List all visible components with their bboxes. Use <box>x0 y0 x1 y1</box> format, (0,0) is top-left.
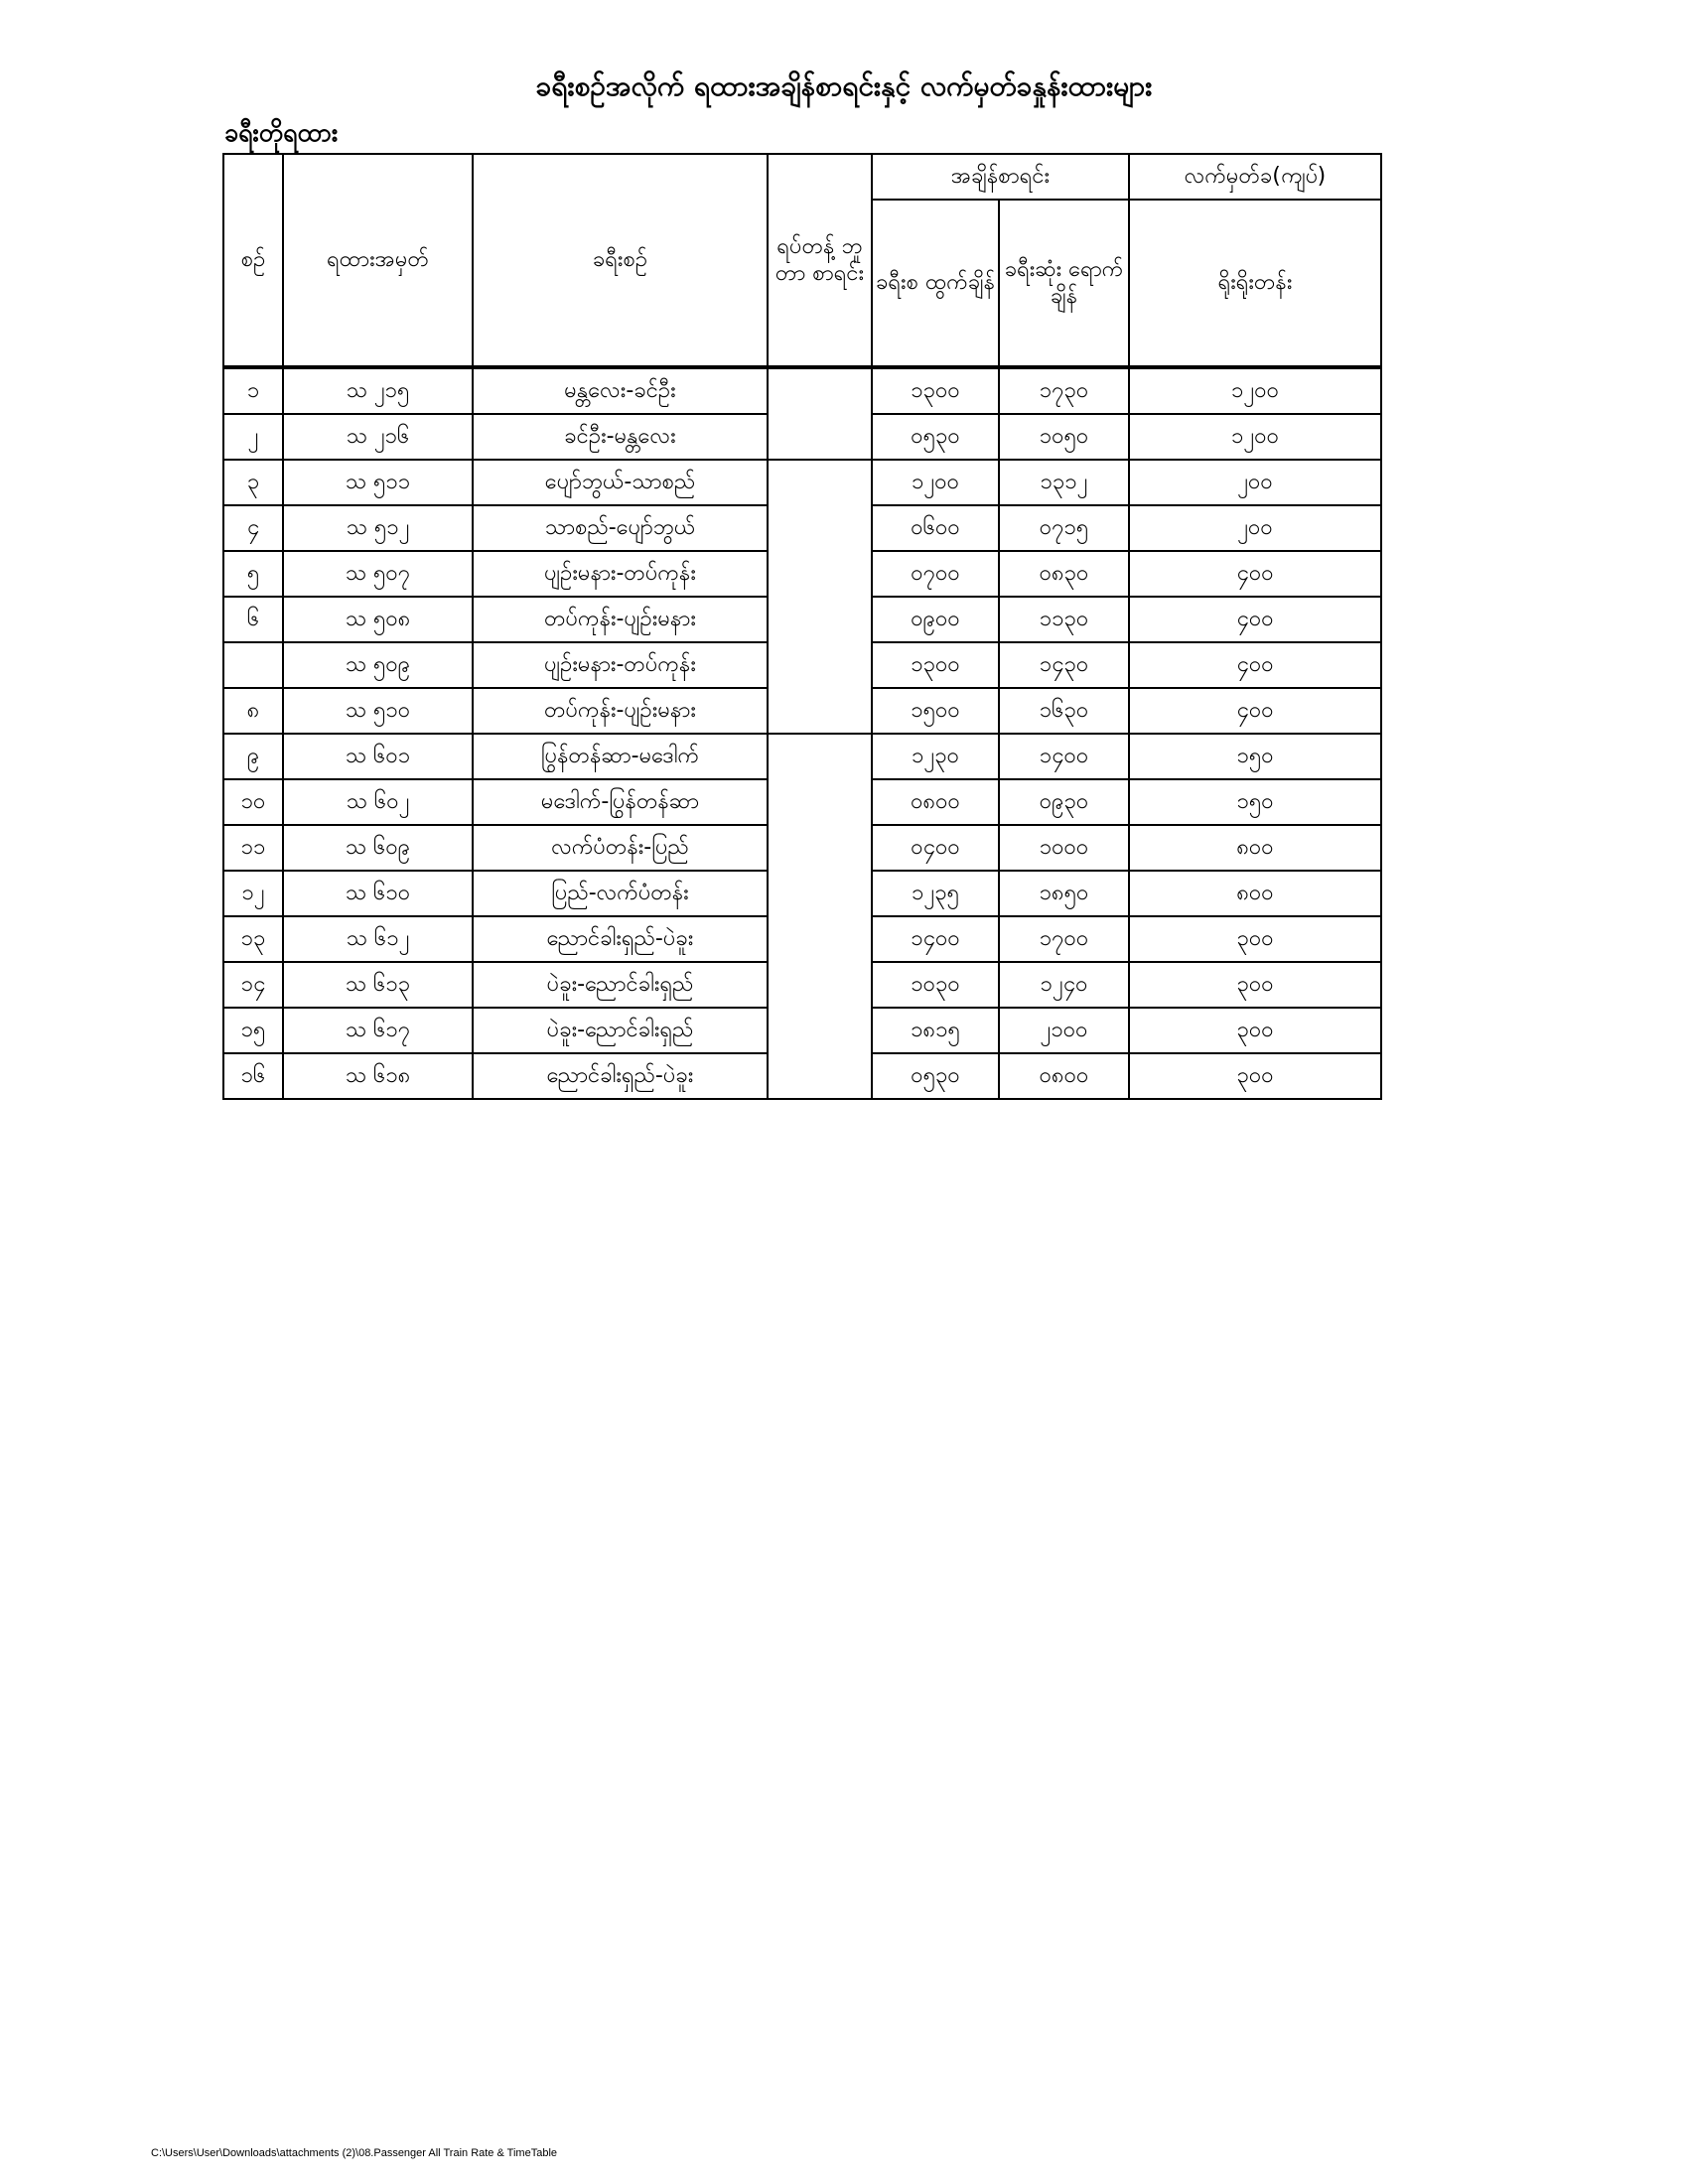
arrive-time: ၁၃၁၂ <box>999 460 1129 505</box>
arrive-time: ၁၆၃၀ <box>999 688 1129 734</box>
route-name: ပျဉ်းမနား-တပ်ကုန်း <box>473 642 768 688</box>
row-number: ၃ <box>223 460 283 505</box>
arrive-time: ၁၂၄၀ <box>999 962 1129 1008</box>
header-route: ခရီးစဉ် <box>473 154 768 367</box>
fare-amount: ၁၅၀ <box>1129 734 1381 779</box>
arrive-time: ၂၁၀၀ <box>999 1008 1129 1053</box>
row-number: ၈ <box>223 688 283 734</box>
row-number: ၉ <box>223 734 283 779</box>
arrive-time: ၁၇၀၀ <box>999 916 1129 962</box>
row-number <box>223 642 283 688</box>
route-name: မန္တလေး-ခင်ဦး <box>473 367 768 414</box>
train-number: သ ၅၀၇ <box>283 551 473 597</box>
arrive-time: ၁၄၀၀ <box>999 734 1129 779</box>
route-name: ညောင်ခါးရှည်-ပဲခူး <box>473 916 768 962</box>
table-row <box>223 734 1381 779</box>
fare-amount: ၄၀၀ <box>1129 551 1381 597</box>
fare-amount: ၃၀၀ <box>1129 916 1381 962</box>
depart-time: ၁၄၀၀ <box>872 916 999 962</box>
route-name: လက်ပံတန်း-ပြည် <box>473 825 768 871</box>
arrive-time: ၁၀၅၀ <box>999 414 1129 460</box>
depart-time: ၀၆၀၀ <box>872 505 999 551</box>
file-path-footer: C:\Users\User\Downloads\attachments (2)\08.Passenger All Train Rate & TimeTable <box>151 2147 558 2159</box>
route-name: ညောင်ခါးရှည်-ပဲခူး <box>473 1053 768 1099</box>
fare-amount: ၄၀၀ <box>1129 597 1381 642</box>
header-class: ရိုးရိုးတန်း <box>1129 200 1381 367</box>
fare-amount: ၈၀၀ <box>1129 871 1381 916</box>
depart-time: ၀၇၀၀ <box>872 551 999 597</box>
train-number: သ ၅၀၈ <box>283 597 473 642</box>
section-title: ခရီးတိုရထား <box>224 118 339 147</box>
fare-amount: ၄၀၀ <box>1129 688 1381 734</box>
row-number: ၁၃ <box>223 916 283 962</box>
row-number: ၁၅ <box>223 1008 283 1053</box>
route-name: ပြွန်တန်ဆာ-မဒေါက် <box>473 734 768 779</box>
train-number: သ ၆၁၈ <box>283 1053 473 1099</box>
depart-time: ၁၅၀၀ <box>872 688 999 734</box>
route-name: သာစည်-ပျော်ဘွယ် <box>473 505 768 551</box>
depart-time: ၀၉၀၀ <box>872 597 999 642</box>
fare-amount: ၃၀၀ <box>1129 962 1381 1008</box>
depart-time: ၁၂၀၀ <box>872 460 999 505</box>
train-number: သ ၂၁၆ <box>283 414 473 460</box>
stations-cell <box>768 734 872 1099</box>
arrive-time: ၁၀၀၀ <box>999 825 1129 871</box>
route-name: တပ်ကုန်း-ပျဉ်းမနား <box>473 688 768 734</box>
row-number: ၁၀ <box>223 779 283 825</box>
route-name: မဒေါက်-ပြွန်တန်ဆာ <box>473 779 768 825</box>
arrive-time: ၁၇၃၀ <box>999 367 1129 414</box>
depart-time: ၀၅၃၀ <box>872 1053 999 1099</box>
train-number: သ ၆၀၂ <box>283 779 473 825</box>
header-fare: လက်မှတ်ခ(ကျပ်) <box>1129 154 1381 200</box>
header-depart: ခရီးစ ထွက်ချိန် <box>872 200 999 367</box>
route-name: ပဲခူး-ညောင်ခါးရှည် <box>473 962 768 1008</box>
fare-amount: ၄၀၀ <box>1129 642 1381 688</box>
train-number: သ ၆၀၁ <box>283 734 473 779</box>
train-number: သ ၆၁၀ <box>283 871 473 916</box>
route-name: ပဲခူး-ညောင်ခါးရှည် <box>473 1008 768 1053</box>
train-number: သ ၅၀၉ <box>283 642 473 688</box>
timetable-body <box>223 367 1381 1099</box>
depart-time: ၀၅၃၀ <box>872 414 999 460</box>
train-number: သ ၅၁၀ <box>283 688 473 734</box>
row-number: ၄ <box>223 505 283 551</box>
row-number: ၂ <box>223 414 283 460</box>
train-number: သ ၆၁၃ <box>283 962 473 1008</box>
row-number: ၁၆ <box>223 1053 283 1099</box>
depart-time: ၁၃၀၀ <box>872 367 999 414</box>
arrive-time: ၁၁၃၀ <box>999 597 1129 642</box>
arrive-time: ၀၈၀၀ <box>999 1053 1129 1099</box>
depart-time: ၁၈၁၅ <box>872 1008 999 1053</box>
train-number: သ ၂၁၅ <box>283 367 473 414</box>
header-stations: ရပ်တန့် ဘူတာ စာရင်း <box>768 154 872 367</box>
row-number: ၁၁ <box>223 825 283 871</box>
header-no: စဉ် <box>223 154 283 367</box>
depart-time: ၀၈၀၀ <box>872 779 999 825</box>
row-number: ၁၂ <box>223 871 283 916</box>
header-timetable: အချိန်စာရင်း <box>872 154 1129 200</box>
arrive-time: ၁၈၅၀ <box>999 871 1129 916</box>
fare-amount: ၃၀၀ <box>1129 1008 1381 1053</box>
route-name: ပျော်ဘွယ်-သာစည် <box>473 460 768 505</box>
header-arrive: ခရီးဆုံး ရောက်ချိန် <box>999 200 1129 367</box>
document-title: ခရီးစဉ်အလိုက် ရထားအချိန်စာရင်းနှင့် လက်မှတ်ခနှုန်းထားများ <box>535 69 1153 102</box>
fare-amount: ၃၀၀ <box>1129 1053 1381 1099</box>
header-train: ရထားအမှတ် <box>283 154 473 367</box>
train-number: သ ၅၁၁ <box>283 460 473 505</box>
route-name: ပျဉ်းမနား-တပ်ကုန်း <box>473 551 768 597</box>
fare-amount: ၂၀၀ <box>1129 505 1381 551</box>
depart-time: ၁၀၃၀ <box>872 962 999 1008</box>
route-name: တပ်ကုန်း-ပျဉ်းမနား <box>473 597 768 642</box>
depart-time: ၀၄၀၀ <box>872 825 999 871</box>
train-number: သ ၆၁၇ <box>283 1008 473 1053</box>
fare-amount: ၂၀၀ <box>1129 460 1381 505</box>
train-number: သ ၆၀၉ <box>283 825 473 871</box>
arrive-time: ၁၄၃၀ <box>999 642 1129 688</box>
depart-time: ၁၂၃၀ <box>872 734 999 779</box>
fare-amount: ၁၂၀၀ <box>1129 367 1381 414</box>
stations-cell <box>768 460 872 734</box>
stations-cell <box>768 367 872 460</box>
depart-time: ၁၃၀၀ <box>872 642 999 688</box>
fare-amount: ၁၂၀၀ <box>1129 414 1381 460</box>
arrive-time: ၀၇၁၅ <box>999 505 1129 551</box>
fare-amount: ၈၀၀ <box>1129 825 1381 871</box>
timetable-table <box>222 153 1382 1100</box>
row-number: ၁၄ <box>223 962 283 1008</box>
row-number: ၆ <box>223 597 283 642</box>
table-row <box>223 460 1381 505</box>
row-number: ၁ <box>223 367 283 414</box>
train-number: သ ၅၁၂ <box>283 505 473 551</box>
table-row <box>223 367 1381 414</box>
route-name: ခင်ဦး-မန္တလေး <box>473 414 768 460</box>
arrive-time: ၀၈၃၀ <box>999 551 1129 597</box>
depart-time: ၁၂၃၅ <box>872 871 999 916</box>
fare-amount: ၁၅၀ <box>1129 779 1381 825</box>
route-name: ပြည်-လက်ပံတန်း <box>473 871 768 916</box>
row-number: ၅ <box>223 551 283 597</box>
arrive-time: ၀၉၃၀ <box>999 779 1129 825</box>
train-number: သ ၆၁၂ <box>283 916 473 962</box>
